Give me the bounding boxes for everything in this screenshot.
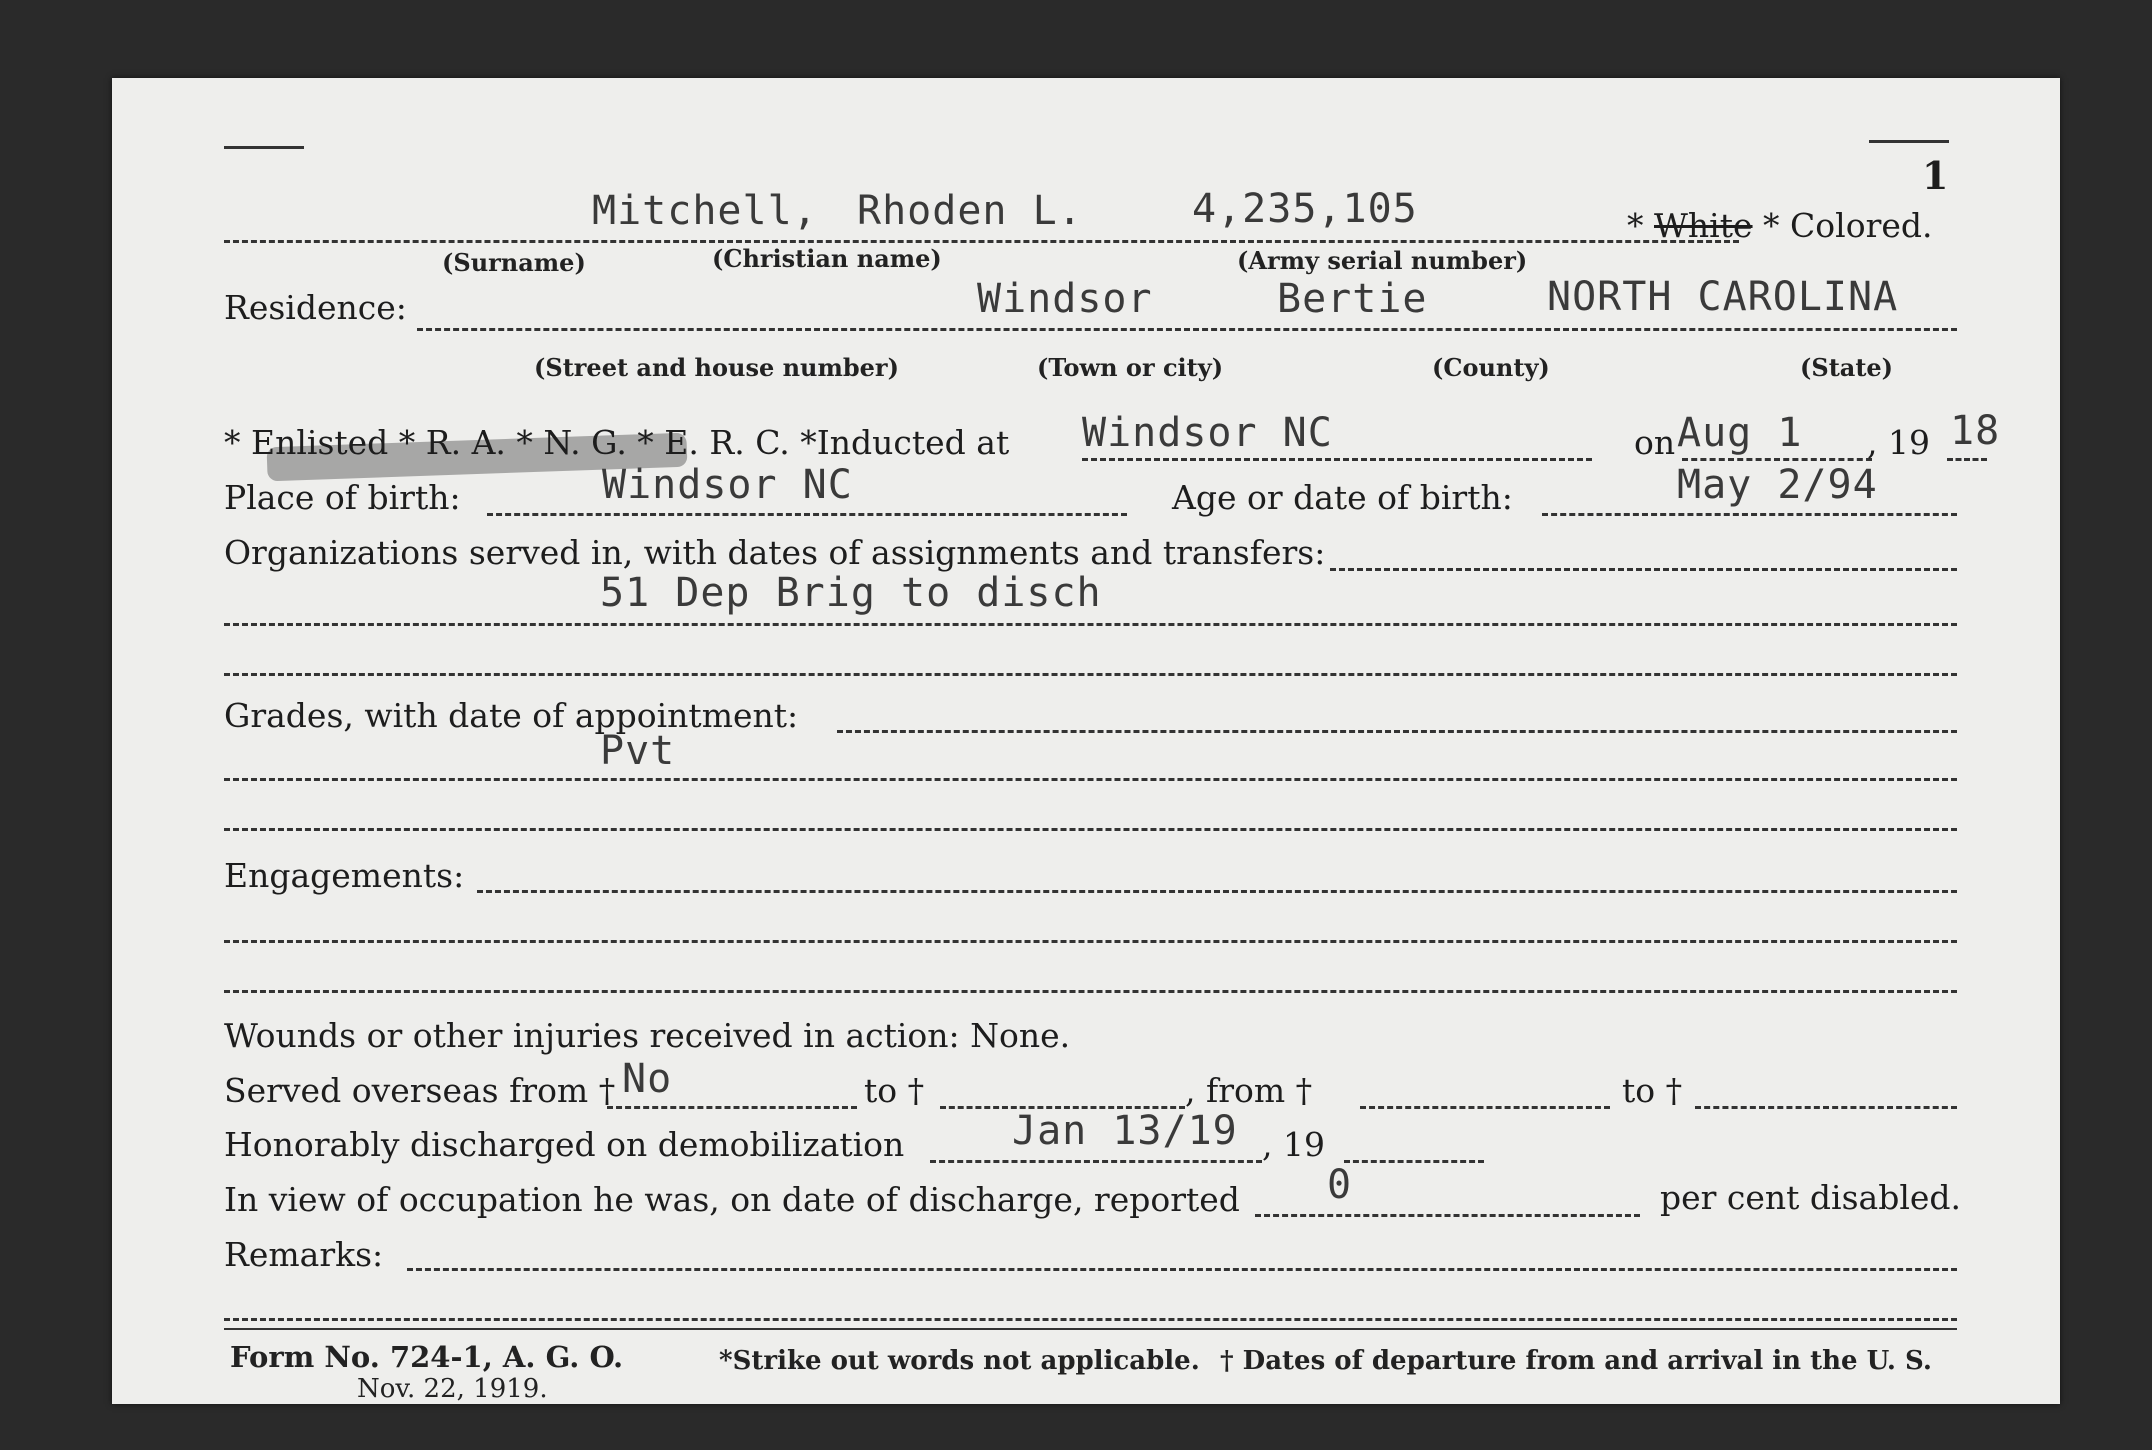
overseas-from-line	[607, 1106, 857, 1109]
race-white: White	[1654, 206, 1753, 245]
residence-county: Bertie	[1277, 276, 1428, 322]
overseas-from2-label: , from †	[1185, 1071, 1313, 1110]
overseas-from2-line	[1360, 1106, 1610, 1109]
discharge-year-label: , 19	[1262, 1125, 1325, 1164]
caption-county: (County)	[1432, 353, 1550, 382]
form-number: Form No. 724-1, A. G. O.	[230, 1340, 624, 1374]
remarks-label: Remarks:	[224, 1235, 384, 1274]
induction-date-line	[1682, 458, 1872, 461]
enlisted-label: * Enlisted * R. A. * N. G. * E. R. C. *Inducted at	[224, 423, 1010, 462]
caption-serial: (Army serial number)	[1237, 246, 1528, 275]
grades-line-1	[837, 730, 1957, 733]
race-star: *	[1627, 206, 1654, 245]
caption-state: (State)	[1800, 353, 1894, 382]
race-colored: Colored.	[1790, 206, 1933, 245]
age-label: Age or date of birth:	[1172, 478, 1513, 517]
corner-rule-left	[224, 146, 304, 149]
dates-note: † Dates of departure from and arrival in the U. S.	[1220, 1346, 1932, 1376]
induction-place-line	[1082, 458, 1592, 461]
name-line	[224, 240, 1739, 243]
disabled-line	[1255, 1214, 1640, 1217]
induction-place: Windsor NC	[1082, 410, 1333, 456]
corner-rule-right	[1869, 140, 1949, 143]
engagements-line-1	[477, 890, 1957, 893]
induction-date: Aug 1	[1677, 410, 1803, 456]
organizations-line-2	[224, 623, 1957, 626]
form-date: Nov. 22, 1919.	[357, 1374, 548, 1404]
percent-disabled-value: 0	[1327, 1162, 1353, 1208]
per-cent-label: per cent disabled.	[1660, 1178, 1962, 1217]
on-label: on	[1634, 423, 1676, 462]
grades-label: Grades, with date of appointment:	[224, 696, 799, 735]
serial-number-value: 4,235,105	[1192, 186, 1418, 232]
race-star-colored: *	[1763, 206, 1791, 245]
year-prefix: , 19	[1867, 423, 1930, 462]
age-line	[1542, 513, 1957, 516]
organizations-label: Organizations served in, with dates of assignments and transfers:	[224, 533, 1326, 572]
remarks-line-2	[224, 1318, 1957, 1321]
caption-street: (Street and house number)	[534, 353, 899, 382]
remarks-line-1	[407, 1268, 1957, 1271]
engagements-line-3	[224, 990, 1957, 993]
organizations-line-3	[224, 673, 1957, 676]
discharge-date-line	[930, 1160, 1262, 1163]
organization-entry: 51 Dep Brig to disch	[600, 570, 1102, 616]
birth-date-value: May 2/94	[1677, 462, 1878, 508]
card-number: 1	[1922, 153, 1949, 198]
caption-town: (Town or city)	[1037, 353, 1224, 382]
induction-year: 18	[1950, 408, 2001, 454]
service-record-card	[112, 78, 2060, 1404]
overseas-to2-line	[1695, 1106, 1957, 1109]
overseas-from-value: No	[622, 1056, 673, 1102]
wounds-label: Wounds or other injuries received in action: None.	[224, 1016, 1071, 1055]
engagements-label: Engagements:	[224, 856, 465, 895]
race-field	[1627, 206, 1933, 245]
discharge-label: Honorably discharged on demobilization	[224, 1125, 905, 1164]
caption-surname: (Surname)	[442, 248, 586, 277]
occupation-label: In view of occupation he was, on date of discharge, reported	[224, 1180, 1240, 1219]
residence-state: NORTH CAROLINA	[1547, 274, 1899, 320]
christian-name-value: Rhoden L.	[857, 188, 1083, 234]
organizations-line-1	[1330, 568, 1957, 571]
footer-rule	[224, 1328, 1957, 1330]
residence-town: Windsor	[977, 276, 1153, 322]
place-of-birth-value: Windsor NC	[602, 462, 853, 508]
residence-label: Residence:	[224, 288, 407, 327]
strike-note: *Strike out words not applicable.	[719, 1346, 1200, 1376]
overseas-label: Served overseas from †	[224, 1071, 616, 1110]
discharge-year-line	[1344, 1160, 1484, 1163]
overseas-to2-label: to †	[1622, 1071, 1683, 1110]
caption-christian-name: (Christian name)	[712, 244, 942, 273]
grades-line-2	[224, 778, 1957, 781]
discharge-date-value: Jan 13/19	[1012, 1108, 1238, 1154]
overseas-to-label: to †	[864, 1071, 925, 1110]
residence-line	[417, 328, 1957, 331]
place-of-birth-line	[487, 513, 1127, 516]
surname-value: Mitchell,	[592, 188, 818, 234]
engagements-line-2	[224, 940, 1957, 943]
grades-line-3	[224, 828, 1957, 831]
grade-entry: Pvt	[600, 728, 676, 774]
place-of-birth-label: Place of birth:	[224, 478, 461, 517]
induction-year-line	[1947, 458, 1987, 461]
